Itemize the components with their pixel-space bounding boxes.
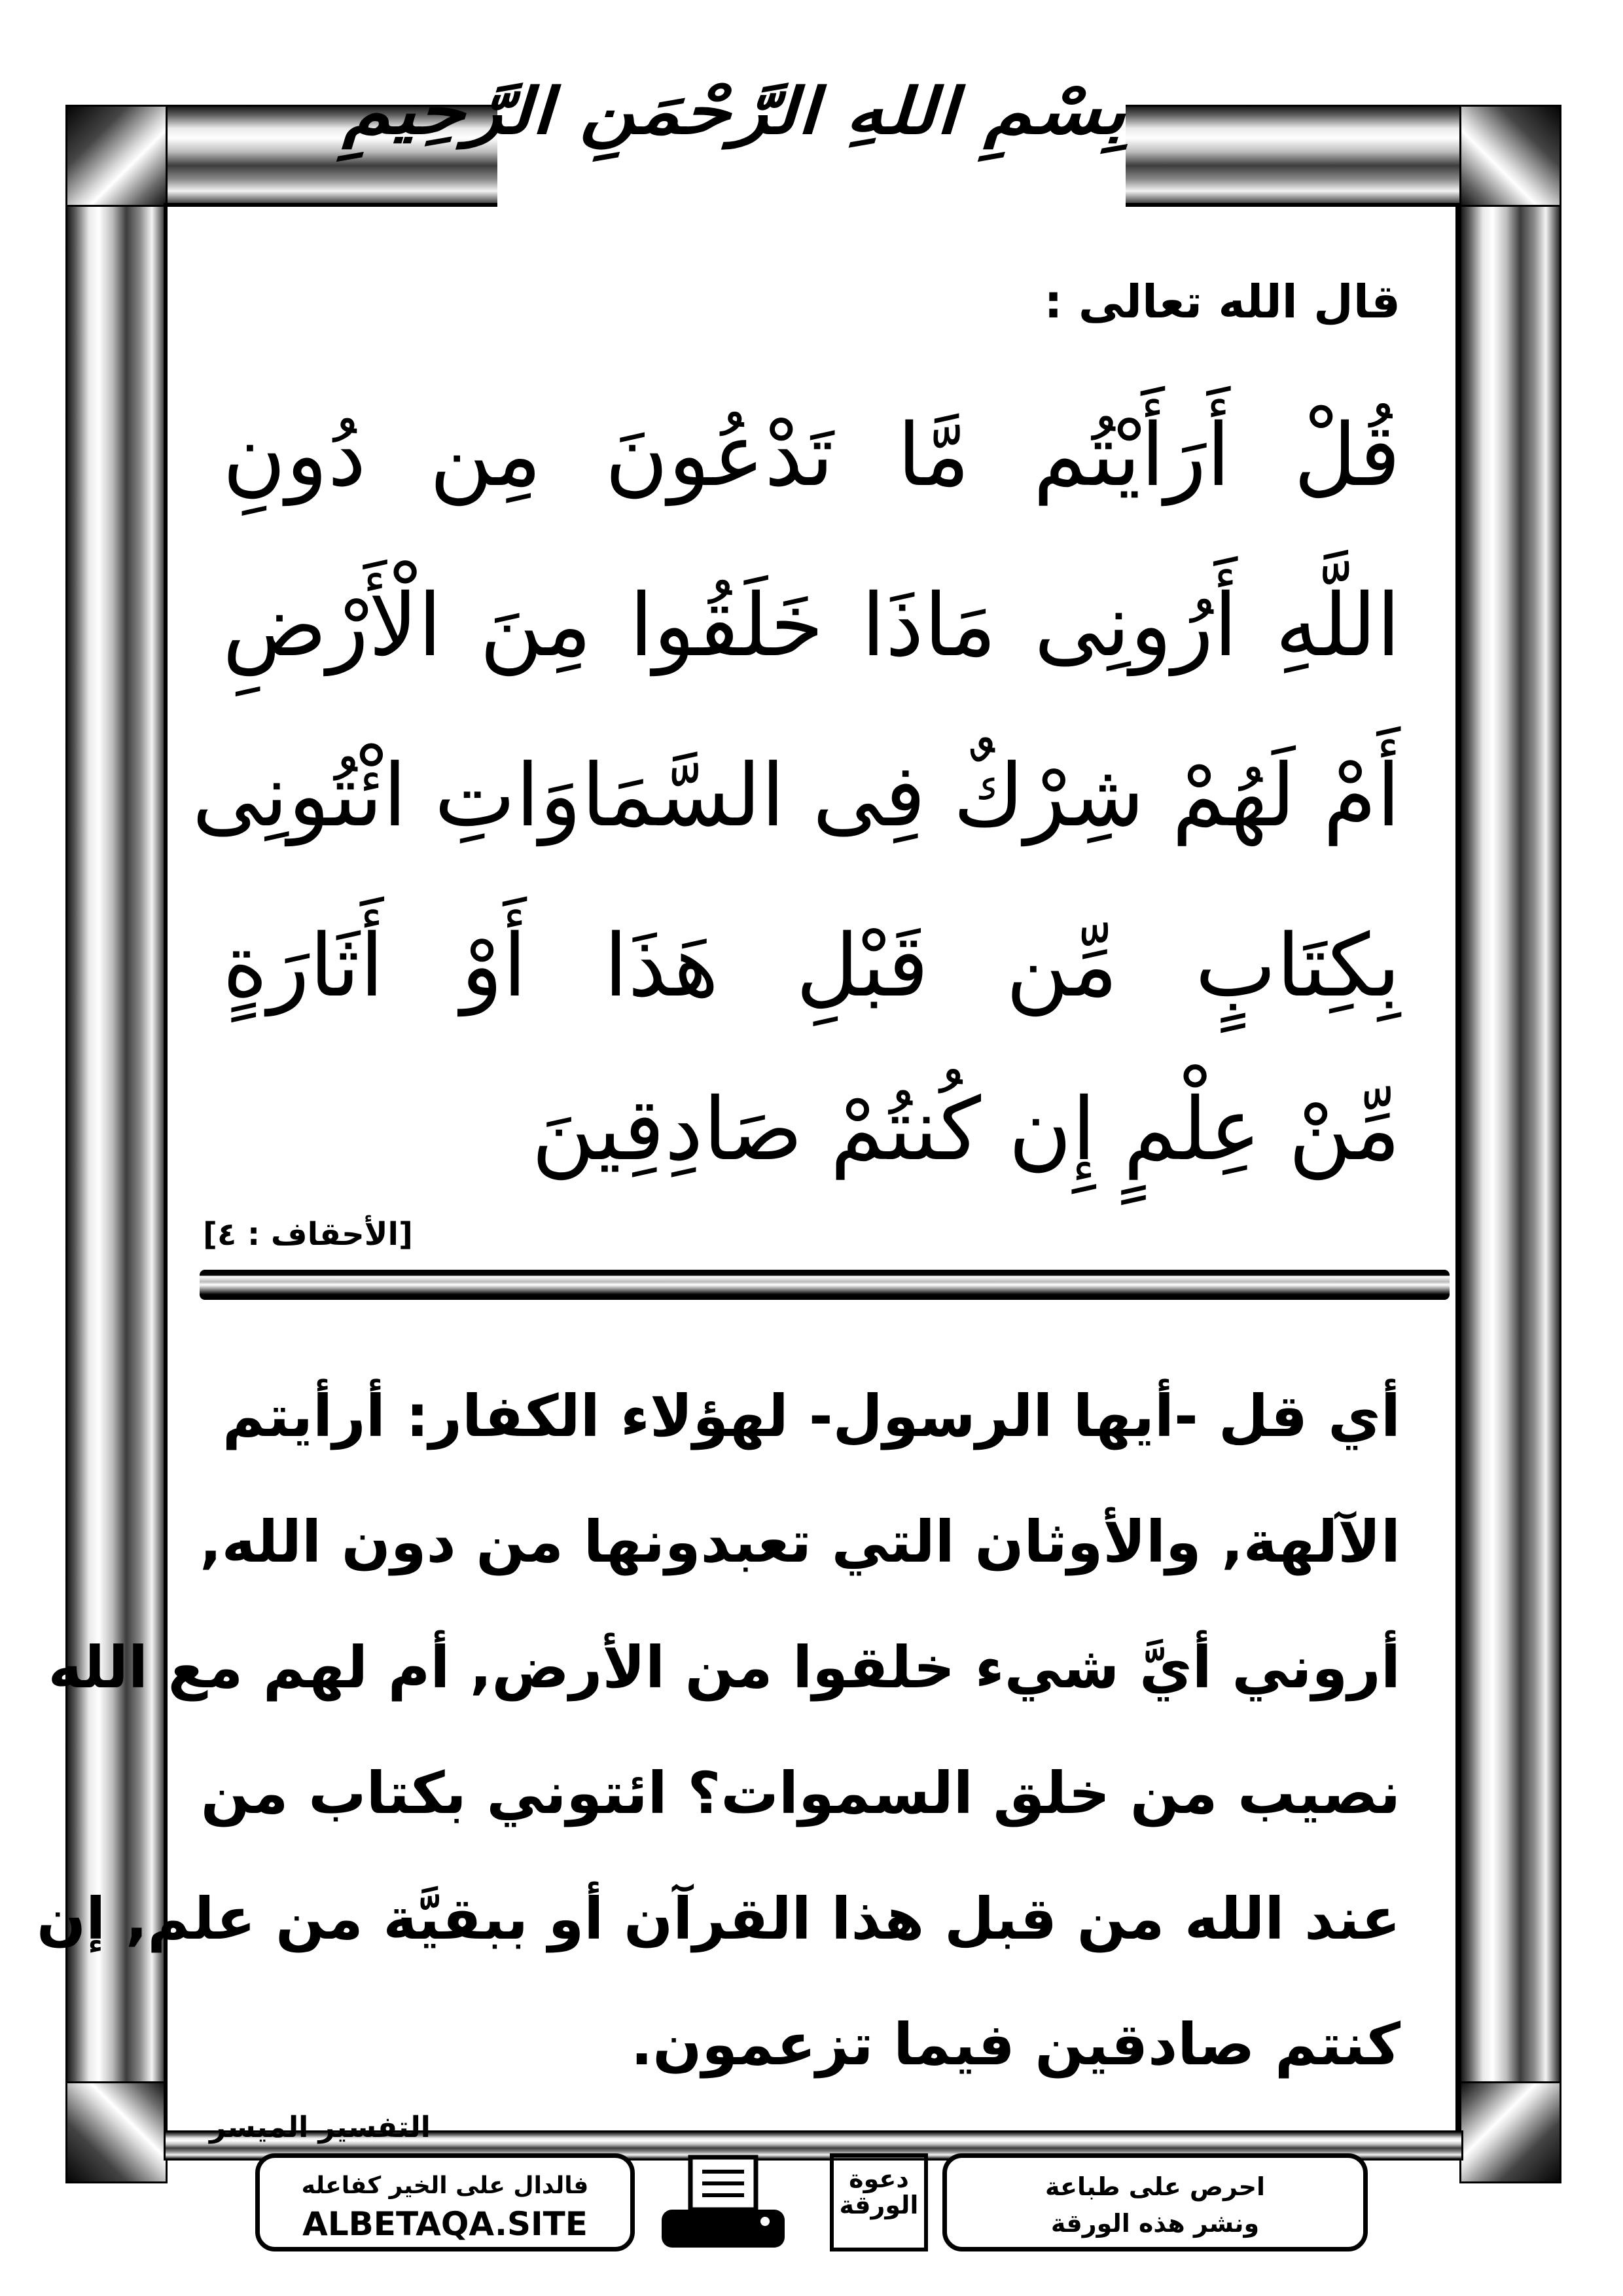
verse-line-5: مِّنْ عِلْمٍ إِن كُنتُمْ صَادِقِينَ	[531, 1079, 1400, 1180]
tafsir-line-6: كنتم صادقين فيما تزعمون.	[630, 2011, 1400, 2078]
tafsir-line-5: عند الله من قبل هذا القرآن أو ببقيَّة من علم, إن	[37, 1885, 1400, 1952]
footer-site-link[interactable]: ALBETAQA.SITE	[302, 2205, 588, 2243]
footer-right-box	[942, 2153, 1368, 2251]
frame-corner-bottom-left	[65, 2081, 168, 2183]
header-plate	[342, 39, 1126, 236]
verse-line-3: أَمْ لَهُمْ شِرْكٌ فِى السَّمَاوَاتِ ائْتُونِى	[192, 745, 1400, 846]
dawah-logo-line-1: دعوة	[849, 2164, 909, 2193]
dawah-logo	[830, 2153, 928, 2251]
frame-corner-top-left	[65, 105, 168, 207]
tafsir-line-1: أي قل -أيها الرسول- لهؤلاء الكفار: أرأيتم	[223, 1382, 1400, 1450]
footer-left-box	[255, 2153, 635, 2251]
verse-line-4: بِكِتَابٍ مِّن قَبْلِ هَذَا أَوْ أَثَارَةٍ	[223, 916, 1400, 1016]
verse-line-2: اللَّهِ أَرُونِى مَاذَا خَلَقُوا مِنَ الْأَرْضِ	[223, 575, 1400, 676]
footer-proverb: فالدال على الخير كفاعله	[301, 2172, 589, 2199]
frame-corner-bottom-right	[1459, 2081, 1561, 2183]
frame-corner-top-right	[1459, 105, 1561, 207]
footer-print-call-2: ونشر هذه الورقة	[1050, 2209, 1260, 2238]
frame-left-rail	[65, 105, 168, 2177]
verse-reference: [الأحقاف : ٤]	[203, 1216, 413, 1253]
printer-icon	[658, 2153, 789, 2251]
tafsir-line-3: أروني أيَّ شيء خلقوا من الأرض, أم لهم مع الله	[48, 1634, 1400, 1701]
footer-print-call-1: احرص على طباعة	[1044, 2172, 1266, 2201]
tafsir-line-4: نصيب من خلق السموات؟ ائتوني بكتاب من	[200, 1759, 1400, 1827]
tafsir-line-2: الآلهة, والأوثان التي تعبدونها من دون الله,	[200, 1508, 1400, 1575]
frame-right-rail	[1459, 105, 1561, 2177]
verse-intro: قال الله تعالى :	[1044, 275, 1400, 329]
section-divider	[200, 1270, 1450, 1300]
dawah-logo-line-2: الورقة	[839, 2190, 919, 2219]
tafsir-source: التفسير الميسر	[209, 2111, 431, 2144]
verse-line-1: قُلْ أَرَأَيْتُم مَّا تَدْعُونَ مِن دُونِ	[223, 405, 1400, 506]
basmala-calligraphy: بِسْمِ اللهِ الرَّحْمَنِ الرَّحِيمِ	[342, 73, 1126, 149]
